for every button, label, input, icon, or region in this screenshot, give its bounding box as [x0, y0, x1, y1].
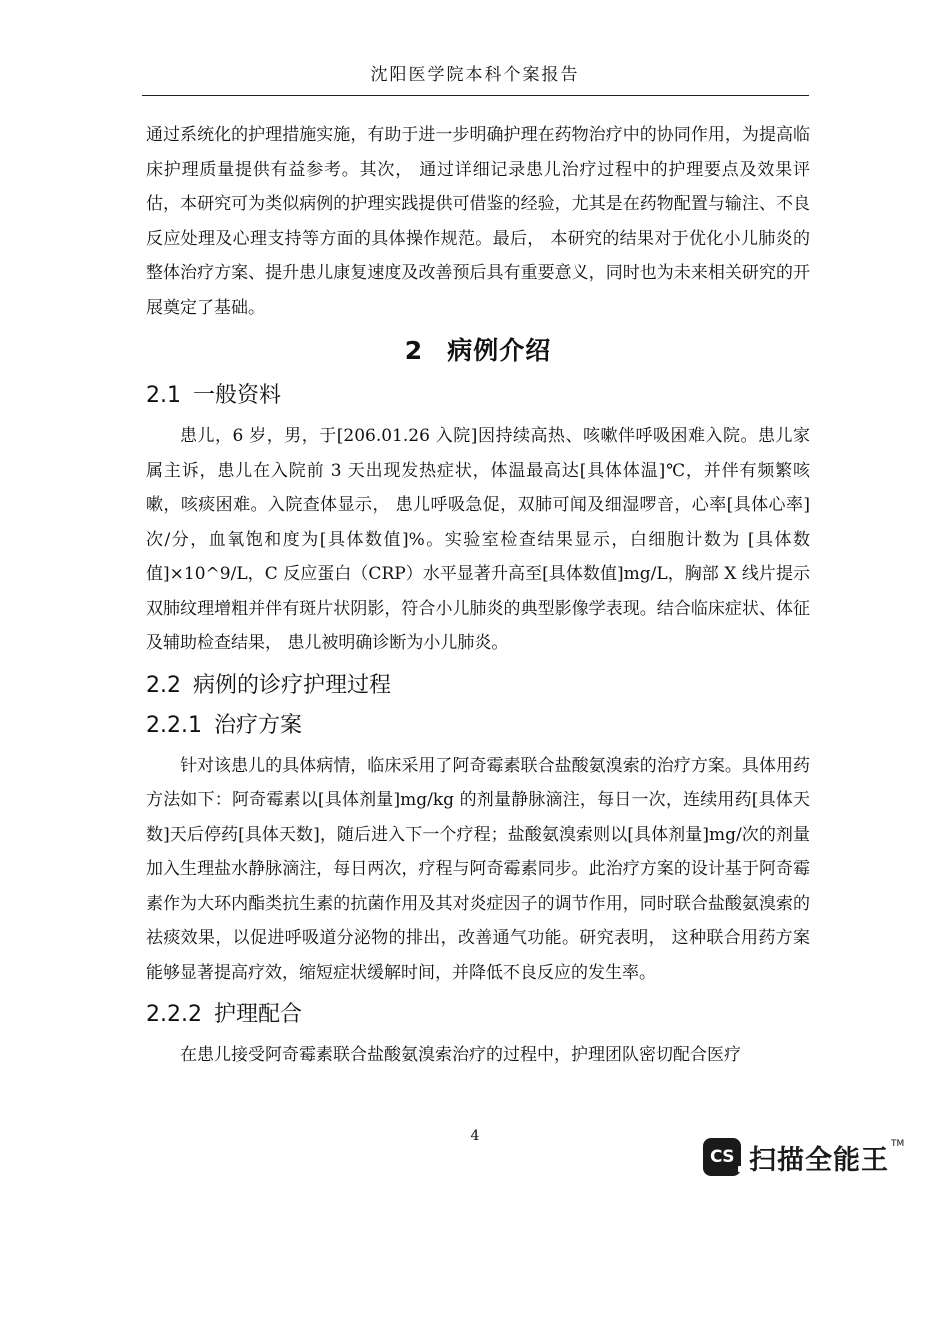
nursing-paragraph: 在患儿接受阿奇霉素联合盐酸氨溴索治疗的过程中，护理团队密切配合医疗 — [180, 1045, 741, 1065]
section-heading-2-1 — [146, 381, 810, 411]
page-number: 4 — [470, 1128, 480, 1144]
trademark-mark: TM — [891, 1139, 905, 1149]
chapter-number: 2 — [404, 336, 424, 365]
section-title: 病例的诊疗护理过程 — [193, 672, 392, 698]
section-number: 2.2.1 — [146, 712, 202, 738]
logo-text: CS — [709, 1147, 735, 1167]
camscanner-logo-icon — [703, 1138, 741, 1176]
section-title: 治疗方案 — [213, 712, 302, 738]
chapter-heading — [146, 331, 810, 371]
report-header-title: 沈阳医学院本科个案报告 — [370, 65, 580, 85]
header-divider — [142, 95, 809, 96]
treatment-plan-paragraph: 针对该患儿的具体病情，临床采用了阿奇霉素联合盐酸氨溴索的治疗方案。具体用药方法如下：阿奇霉素以[具体剂量]mg/kg 的剂量静脉滴注，每日一次，连续用药[具体天数]天后停药[具体天数]，随后进入下一个疗程；盐酸氨溴索则以[具体剂量]mg/次的剂量加入生理盐水静脉滴注，每日两次，疗程与阿奇霉素同步。此治疗方案的设计基于阿奇霉素作为大环内酯类抗生素的抗菌作用及其对炎症因子的调节作用，同时联合盐酸氨溴索的祛痰效果，以促进呼吸道分泌物的排出，改善通气功能。研究表明， 这种联合用药方案能够显著提高疗效，缩短症状缓解时间，并降低不良反应的发生率。 — [146, 755, 810, 983]
section-number: 2.2.2 — [146, 1002, 202, 1027]
section-title: 护理配合 — [213, 1002, 302, 1027]
watermark-app-name: 扫描全能王 — [749, 1144, 889, 1176]
section-number: 2.2 — [146, 672, 181, 698]
section-heading-2-2-2 — [146, 1000, 810, 1030]
page-body — [146, 118, 810, 1073]
chapter-title: 病例介绍 — [447, 336, 552, 365]
general-info-paragraph: 患儿，6 岁，男，于[206.01.26 入院]因持续高热、咳嗽伴呼吸困难入院。患儿家属主诉，患儿在入院前 3 天出现发热症状，体温最高达[具体体温]℃，并伴有频繁咳嗽，咳痰困难。入院查体显示， 患儿呼吸急促，双肺可闻及细湿啰音，心率[具体心率]次/分，血氧饱和度为[具体数值]%。实验室检查结果显示，白细胞计数为 [具体数值]×10^9/L，C 反应蛋白（CRP）水平显著升高至[具体数值]mg/L，胸部 X 线片提示双肺纹理增粗并伴有斑片状阴影，符合小儿肺炎的典型影像学表现。结合临床症状、体征及辅助检查结果， 患儿被明确诊断为小儿肺炎。 — [146, 426, 810, 653]
section-title: 一般资料 — [193, 383, 282, 408]
section-heading-2-2-1 — [146, 711, 810, 741]
camscanner-watermark — [703, 1137, 904, 1177]
section-heading-2-2 — [146, 671, 810, 701]
intro-paragraph: 通过系统化的护理措施实施，有助于进一步明确护理在药物治疗中的协同作用，为提高临床护理质量提供有益参考。其次， 通过详细记录患儿治疗过程中的护理要点及效果评估，本研究可为类似病例的护理实践提供可借鉴的经验，尤其是在药物配置与输注、不良反应处理及心理支持等方面的具体操作规范。最后， 本研究的结果对于优化小儿肺炎的整体治疗方案、提升患儿康复速度及改善预后具有重要意义，同时也为未来相关研究的开展奠定了基础。 — [146, 125, 810, 318]
section-number: 2.1 — [146, 383, 181, 408]
